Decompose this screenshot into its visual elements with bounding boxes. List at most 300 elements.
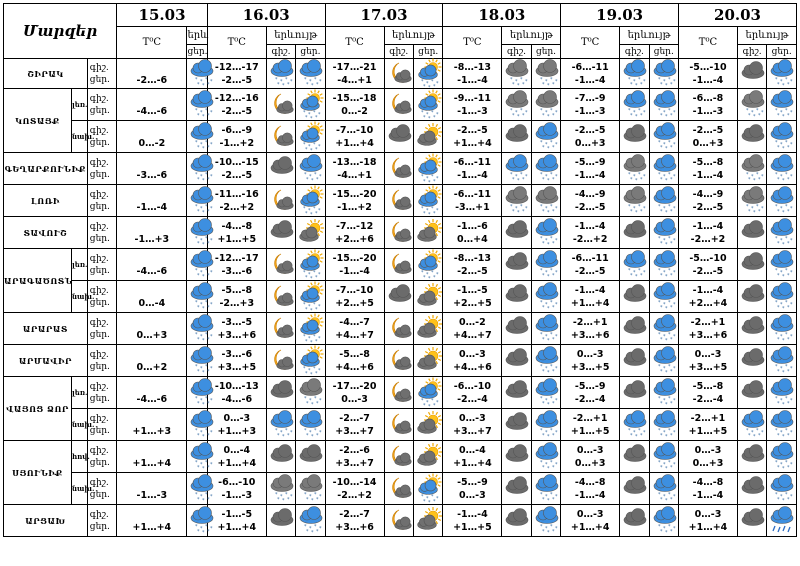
temperature-value: +3…+6 (570, 329, 610, 341)
svg-text:*: * (664, 113, 668, 120)
svg-text:*: * (643, 109, 646, 116)
svg-text:*: * (549, 523, 553, 530)
svg-text:*: * (546, 369, 550, 376)
temperature-value: -2…-5 (221, 74, 253, 86)
svg-text:*: * (659, 144, 663, 151)
svg-text:*: * (195, 139, 198, 146)
cloudsnow-icon (296, 379, 326, 407)
svg-text:*: * (315, 274, 318, 281)
svg-text:*: * (657, 139, 661, 146)
temperature-cell (679, 313, 738, 345)
svg-text:*: * (757, 208, 761, 215)
weather-cell (384, 409, 413, 441)
svg-text:*: * (790, 205, 793, 212)
svg-text:*: * (202, 241, 205, 248)
svg-text:*: * (787, 496, 790, 503)
temperature-cell (561, 89, 620, 121)
svg-text:*: * (785, 299, 788, 306)
svg-text:*: * (314, 395, 317, 402)
weather-cell (531, 281, 560, 313)
svg-text:*: * (197, 496, 200, 503)
svg-text:*: * (202, 433, 205, 440)
temperature-value: 0…-3 (459, 489, 486, 501)
temperature-value: -6…-11 (571, 252, 609, 264)
svg-text:*: * (539, 107, 543, 114)
temperature-value: -3…-6 (221, 265, 253, 277)
svg-text:*: * (630, 432, 633, 439)
svg-text:*: * (546, 433, 550, 440)
svg-text:*: * (303, 109, 306, 116)
svg-text:*: * (304, 491, 307, 498)
svg-text:*: * (207, 400, 210, 407)
svg-text:*: * (544, 461, 548, 468)
svg-text:*: * (207, 112, 210, 119)
svg-text:*: * (279, 493, 283, 500)
temperature-value: -2…-6 (136, 74, 168, 86)
temperature-value: -3…-6 (136, 169, 168, 181)
weather-cell (502, 59, 531, 89)
svg-text:*: * (313, 109, 316, 116)
temperature-cell (443, 281, 502, 313)
svg-text:*: * (546, 465, 550, 472)
sunsnow-icon (296, 315, 326, 346)
svg-text:*: * (308, 111, 311, 118)
svg-text:*: * (541, 368, 545, 375)
weather-cell (620, 505, 649, 537)
svg-text:*: * (635, 113, 638, 120)
svg-text:*: * (775, 395, 778, 402)
temperature-cell (443, 249, 502, 281)
day-label: ցեր. (89, 265, 110, 276)
svg-text:*: * (520, 107, 523, 114)
cloud-icon (267, 219, 297, 247)
svg-text:*: * (313, 141, 316, 148)
svg-text:*: * (551, 272, 555, 279)
day-night-labels (87, 281, 116, 313)
svg-text:*: * (747, 432, 751, 439)
temperature-cell (679, 217, 738, 249)
temperature-value: -1…-4 (574, 169, 606, 181)
weather-cell (413, 313, 442, 345)
regions-header: Մարզեր (4, 4, 117, 59)
svg-text:*: * (197, 176, 200, 183)
svg-text:*: * (667, 107, 671, 114)
table-row (4, 153, 797, 185)
cloud-icon (502, 219, 532, 247)
svg-text:*: * (274, 491, 278, 498)
svg-text:*: * (207, 81, 210, 88)
svg-text:*: * (200, 461, 203, 468)
day-label: ցեր. (89, 393, 110, 404)
svg-text:*: * (669, 112, 673, 119)
svg-text:*: * (318, 367, 321, 374)
svg-text:*: * (630, 112, 633, 119)
day-label: ցեր. (89, 233, 110, 244)
svg-text:*: * (643, 78, 646, 85)
svg-text:*: * (420, 78, 424, 85)
temperature-cell (443, 185, 502, 217)
temperature-cell (679, 121, 738, 153)
svg-text:*: * (195, 395, 198, 402)
svg-text:*: * (775, 331, 778, 338)
svg-text:*: * (757, 432, 761, 439)
temperature-value: -4…-7 (339, 316, 370, 328)
date-header: 19.03 (561, 4, 679, 27)
moon-icon (385, 347, 415, 375)
svg-text:*: * (544, 301, 548, 308)
temperature-value: -2…-5 (692, 201, 724, 213)
table-row (4, 59, 797, 89)
svg-text:*: * (316, 81, 319, 88)
svg-text:*: * (672, 333, 676, 340)
svg-text:*: * (541, 240, 545, 247)
temperature-value: -12…-17 (214, 252, 259, 264)
svg-text:*: * (430, 109, 434, 116)
svg-text:*: * (664, 241, 668, 248)
weather-cell (187, 185, 213, 217)
weather-cell (649, 153, 678, 185)
svg-text:*: * (281, 82, 285, 89)
snow-icon (650, 283, 680, 311)
svg-text:*: * (544, 493, 548, 500)
svg-text:*: * (787, 368, 790, 375)
day-label: ցեր. (89, 457, 110, 468)
svg-text:*: * (308, 335, 311, 342)
moon-icon (267, 283, 297, 311)
svg-text:*: * (430, 173, 434, 180)
weather-cell (502, 409, 531, 441)
temperature-value: -2…-7 (339, 508, 370, 520)
weather-cell (384, 473, 413, 505)
svg-text:*: * (425, 80, 429, 87)
svg-text:*: * (311, 177, 314, 184)
svg-text:*: * (551, 368, 555, 375)
day-night-labels (87, 89, 116, 121)
svg-text:*: * (309, 429, 312, 436)
weather-cell (649, 377, 678, 409)
sunsnow-icon (414, 251, 444, 282)
weather-cell (187, 313, 213, 345)
weather-cell (502, 89, 531, 121)
day-label: ցեր. (89, 201, 110, 212)
svg-text:*: * (539, 491, 543, 498)
svg-text:*: * (785, 76, 788, 83)
svg-text:*: * (195, 459, 198, 466)
temperature-value: -2…-5 (692, 124, 724, 136)
svg-text:*: * (427, 499, 431, 506)
svg-text:*: * (546, 145, 550, 152)
cloudsnow-icon (267, 475, 297, 503)
cloud-icon (502, 507, 532, 535)
svg-text:*: * (289, 429, 293, 436)
svg-text:*: * (664, 177, 668, 184)
svg-text:*: * (539, 203, 543, 210)
svg-text:*: * (667, 363, 671, 370)
svg-text:*: * (200, 301, 203, 308)
svg-text:*: * (672, 493, 676, 500)
temperature-value: 0…-3 (223, 412, 251, 424)
cloudsnow-icon (296, 475, 326, 503)
svg-text:*: * (664, 433, 668, 440)
svg-text:*: * (782, 82, 785, 89)
cloud-icon (738, 379, 768, 407)
day-label: ցեր. (89, 297, 110, 308)
svg-text:*: * (669, 400, 673, 407)
svg-text:*: * (755, 107, 759, 114)
svg-text:*: * (777, 176, 780, 183)
svg-text:*: * (200, 141, 203, 148)
svg-text:*: * (305, 274, 308, 281)
svg-text:*: * (780, 301, 783, 308)
snow-icon (650, 91, 680, 119)
temperature-value: -3…-6 (221, 348, 253, 360)
svg-text:*: * (659, 240, 663, 247)
temperature-value: -6…-10 (218, 476, 256, 488)
svg-text:*: * (310, 211, 313, 218)
snow-icon (650, 411, 680, 439)
svg-text:*: * (319, 493, 322, 500)
temperature-cell (325, 377, 384, 409)
temperature-value: -1…-4 (574, 284, 606, 296)
temperature-value: -2…+2 (337, 489, 372, 501)
svg-text:*: * (315, 338, 318, 345)
weather-cell (767, 89, 797, 121)
svg-text:*: * (546, 305, 550, 312)
weather-cell (296, 121, 325, 153)
temperature-value: -5…-9 (574, 156, 606, 168)
temperature-value: -5…-9 (457, 476, 488, 488)
weather-column-header: երևույթ (737, 27, 796, 45)
svg-text:*: * (667, 203, 671, 210)
day-label: ցեր. (296, 45, 325, 59)
temperature-value: -1…-4 (457, 74, 488, 86)
weather-cell (531, 473, 560, 505)
temperature-cell (561, 441, 620, 473)
svg-text:*: * (657, 76, 661, 83)
svg-text:*: * (628, 267, 631, 274)
svg-text:*: * (546, 241, 550, 248)
temperature-value: -2…-4 (457, 393, 488, 405)
weather-cell (413, 89, 442, 121)
svg-text:*: * (210, 397, 213, 404)
svg-text:*: * (790, 397, 793, 404)
svg-text:*: * (316, 400, 319, 407)
svg-text:*: * (314, 171, 317, 178)
weather-cell (266, 121, 295, 153)
svg-text:*: * (427, 84, 431, 91)
temperature-value: -1…-6 (457, 220, 488, 232)
temperature-value: -2…-4 (574, 393, 606, 405)
moon-icon (385, 443, 415, 471)
svg-text:*: * (750, 429, 754, 436)
temperature-value: -4…-6 (136, 105, 168, 117)
svg-text:*: * (430, 493, 434, 500)
svg-text:*: * (200, 429, 203, 436)
svg-text:*: * (775, 235, 778, 242)
svg-text:*: * (667, 76, 671, 83)
sun-icon (414, 283, 444, 311)
weather-cell (296, 89, 325, 121)
temperature-value: +1…+4 (132, 457, 172, 469)
weather-cell (502, 249, 531, 281)
day-night-labels (87, 441, 116, 473)
svg-text:*: * (775, 171, 778, 178)
svg-text:*: * (314, 76, 317, 83)
weather-cell (413, 153, 442, 185)
weather-cell (737, 185, 766, 217)
svg-text:*: * (669, 336, 673, 343)
svg-text:*: * (635, 209, 638, 216)
svg-text:*: * (210, 205, 213, 212)
moon-icon (267, 187, 297, 215)
svg-text:*: * (546, 209, 550, 216)
temperature-value: +1…+5 (453, 521, 492, 533)
temperature-value: -17…-20 (332, 380, 377, 392)
temperature-value: -5…-8 (692, 156, 724, 168)
svg-text:*: * (539, 363, 543, 370)
temperature-cell (207, 89, 266, 121)
temperature-cell (117, 249, 187, 281)
svg-text:*: * (554, 237, 558, 244)
svg-text:*: * (309, 78, 312, 85)
temperature-value: +1…+4 (570, 521, 610, 533)
temperature-value: +2…+5 (453, 297, 492, 309)
svg-text:*: * (667, 331, 671, 338)
svg-text:*: * (318, 143, 321, 150)
svg-text:*: * (541, 496, 545, 503)
svg-text:*: * (422, 498, 426, 505)
temperature-cell (443, 441, 502, 473)
svg-text:*: * (425, 207, 429, 214)
snow-icon (296, 507, 326, 535)
weather-cell (649, 441, 678, 473)
temperature-value: -1…-4 (574, 489, 606, 501)
cloud-icon (620, 443, 650, 471)
temperature-cell (325, 313, 384, 345)
day-night-labels (87, 377, 116, 409)
region-name: ԱՐԱԳԱԾՈՏՆ (4, 249, 72, 313)
table-row (4, 409, 797, 441)
cloud-icon (620, 123, 650, 151)
svg-text:*: * (310, 115, 313, 122)
temperature-value: +2…+5 (335, 297, 374, 309)
svg-text:*: * (313, 365, 316, 372)
svg-text:*: * (432, 402, 436, 409)
snow-icon (532, 315, 562, 343)
night-label: գիշ. (89, 413, 109, 424)
temperature-value: +4…+6 (453, 361, 492, 373)
svg-text:*: * (308, 271, 311, 278)
svg-text:*: * (775, 139, 778, 146)
svg-text:*: * (780, 461, 783, 468)
svg-text:*: * (306, 528, 309, 535)
svg-text:*: * (662, 173, 666, 180)
temperature-cell (117, 153, 187, 185)
temperature-value: -1…-3 (136, 489, 168, 501)
svg-text:*: * (672, 397, 676, 404)
cloudsnow-icon (620, 187, 650, 215)
svg-text:*: * (197, 528, 200, 535)
svg-text:*: * (544, 109, 548, 116)
svg-text:*: * (659, 528, 663, 535)
weather-cell (187, 409, 213, 441)
temperature-cell (117, 441, 187, 473)
svg-text:*: * (638, 203, 641, 210)
temperature-cell (325, 153, 384, 185)
svg-text:*: * (546, 401, 550, 408)
temperature-value: 0…-3 (576, 348, 604, 360)
temperature-value: -6…-11 (571, 61, 609, 73)
weather-cell (413, 345, 442, 377)
svg-text:*: * (541, 112, 545, 119)
svg-text:*: * (313, 301, 316, 308)
night-label: գիշ. (89, 189, 109, 200)
temperature-value: -10…-14 (332, 476, 377, 488)
weather-cell (649, 345, 678, 377)
weather-cell (767, 505, 797, 537)
night-label: գիշ. (384, 45, 413, 59)
svg-text:*: * (303, 205, 306, 212)
temperature-value: +3…+7 (453, 425, 492, 437)
svg-text:*: * (777, 272, 780, 279)
sunsnow-icon (296, 123, 326, 154)
svg-text:*: * (541, 304, 545, 311)
temperature-cell (325, 505, 384, 537)
snow-icon (650, 507, 680, 535)
cloudsnow-icon (620, 155, 650, 183)
svg-text:*: * (760, 429, 764, 436)
svg-text:*: * (667, 491, 671, 498)
cloud-icon (738, 219, 768, 247)
temperature-value: +1…+4 (217, 521, 257, 533)
weather-cell (502, 377, 531, 409)
svg-text:*: * (662, 205, 666, 212)
temperature-value: -1…-5 (221, 508, 253, 520)
temperature-value: 0…+3 (574, 457, 606, 469)
sunsnow-icon (296, 347, 326, 378)
cloud-icon (620, 219, 650, 247)
weather-cell (266, 441, 295, 473)
temperature-value: 0…+3 (692, 457, 724, 469)
temperature-cell (325, 409, 384, 441)
svg-text:*: * (210, 493, 213, 500)
weather-cell (502, 121, 531, 153)
weather-cell (296, 281, 325, 313)
svg-text:*: * (662, 78, 666, 85)
svg-text:*: * (551, 112, 555, 119)
svg-text:*: * (207, 272, 210, 279)
temperature-value: 0…-3 (341, 393, 368, 405)
svg-text:*: * (551, 304, 555, 311)
weather-cell (187, 121, 213, 153)
svg-text:*: * (309, 525, 312, 532)
weather-cell (531, 59, 560, 89)
day-night-labels (87, 153, 116, 185)
date-header: 15.03 (117, 4, 208, 27)
svg-text:*: * (195, 331, 198, 338)
temperature-cell (207, 249, 266, 281)
night-label: գիշ. (89, 157, 109, 168)
svg-text:*: * (777, 144, 780, 151)
day-night-labels (87, 217, 116, 249)
temperature-value: -2…-5 (457, 265, 488, 277)
svg-text:*: * (785, 267, 788, 274)
cloudsnow-icon (502, 60, 532, 88)
day-label: ցեր. (413, 45, 442, 59)
cloud-icon (620, 475, 650, 503)
svg-text:*: * (662, 269, 666, 276)
cloudsnow-icon (532, 60, 562, 88)
